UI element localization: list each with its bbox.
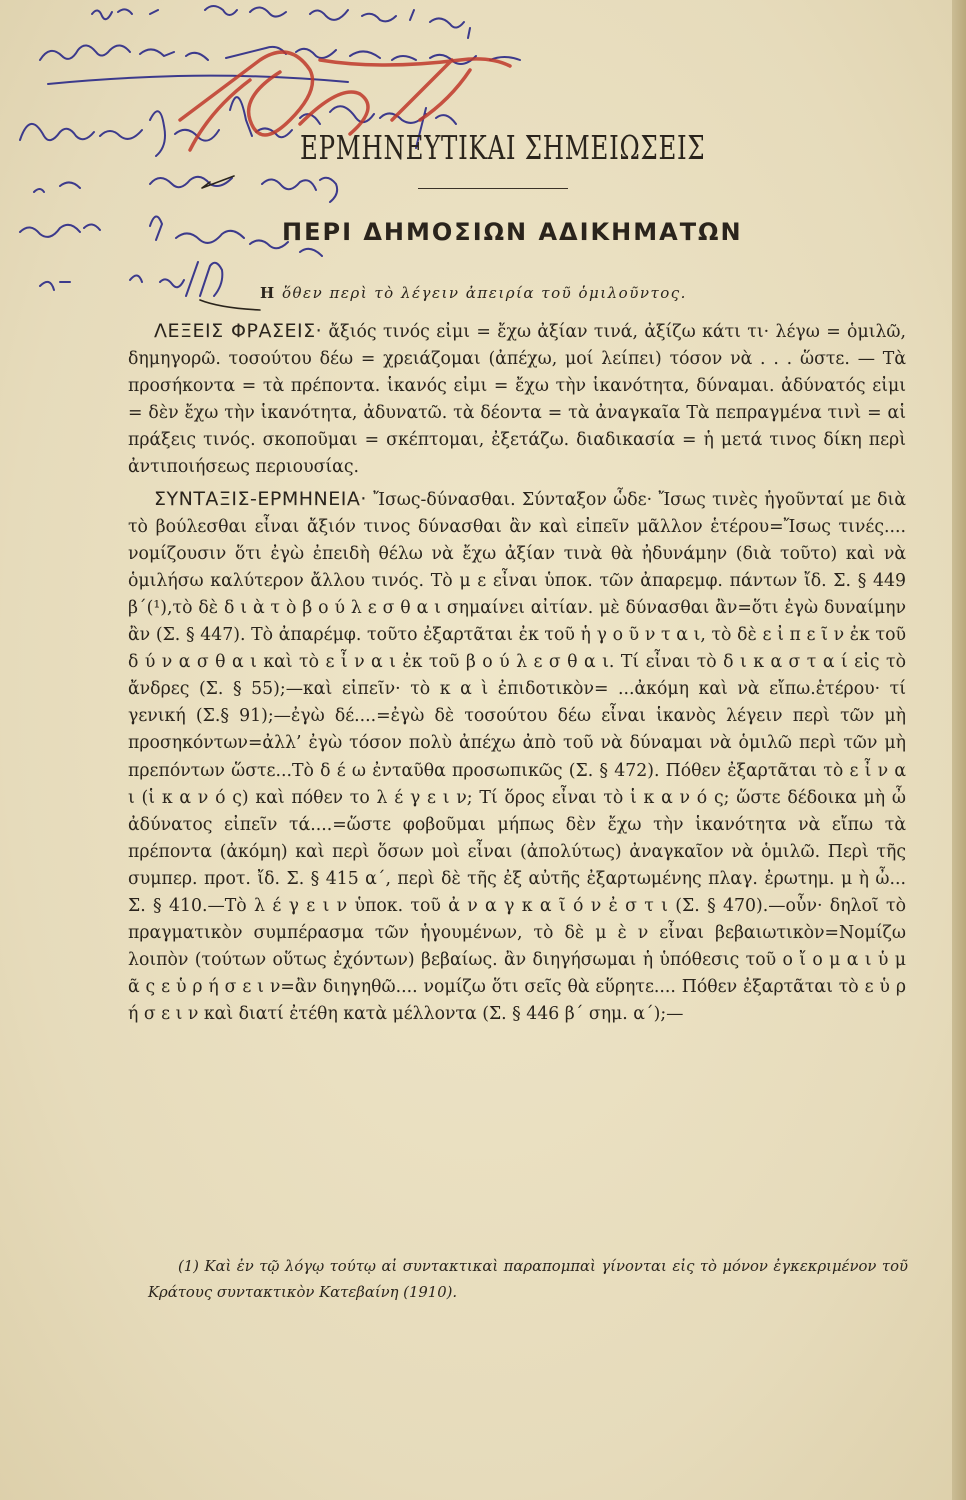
page-title: ΕΡΜΗΝΕΥΤΙΚΑΙ ΣΗΜΕΙΩΣΕΙΣ — [300, 128, 706, 167]
motto-line — [260, 284, 687, 302]
section-heading-syntaxis: ΣΥΝΤΑΞΙΣ-ΕΡΜΗΝΕΙΑ· — [154, 487, 367, 510]
motto-text: ὅθεν περὶ τὸ λέγειν ἀπειρία τοῦ ὁμιλοῦντος. — [281, 284, 687, 302]
section-text-lexeis: ἄξιός τινός εἰμι = ἔχω ἀξίαν τινά, ἀξίζω κάτι τι· λέγω = ὁμιλῶ, δημηγορῶ. τοσούτου δέω = χρειάζομαι (ἀπέχω, μοί λείπει) τόσον νὰ . . . ὥστε. — Τὰ προσήκοντα = τὰ πρέποντα. ἱκανός εἰμι = ἔχω τὴν ἱκανότητα, δύναμαι. ἀδύνατός εἰμι = δὲν ἔχω τὴν ἱκανότητα, ἀδυνατῶ. τὰ δέοντα = τὰ ἀναγκαῖα Τὰ πεπραγμένα τινὶ = αἱ πράξεις τινός. σκοποῦμαι = σκέπτομαι, ἐξετάζω. διαδικασία = ἡ μετά τινος δίκη περὶ ἀντιποιήσεως περιουσίας. — [128, 322, 907, 478]
body-text — [128, 318, 906, 1028]
section-heading-lexeis: ΛΕΞΕΙΣ ΦΡΑΣΕΙΣ· — [154, 320, 323, 342]
page-subtitle: ΠΕΡΙ ΔΗΜΟΣΙΩΝ ΑΔΙΚΗΜΑΤΩΝ — [282, 218, 743, 246]
footnote-text: (1) Καὶ ἐν τῷ λόγῳ τούτῳ αἱ συντακτικαὶ παραπομπαὶ γίνονται εἰς τὸ μόνον ἐγκεκριμένον τοῦ Κράτους συντακτικὸν Κατεβαίνη (1910). — [148, 1258, 908, 1301]
section-lexeis — [128, 318, 906, 482]
motto-initial: Η — [260, 284, 276, 302]
title-divider — [418, 188, 568, 189]
section-syntaxis — [128, 486, 906, 1029]
section-text-syntaxis: Ἴσως-δύνασθαι. Σύνταξον ὧδε· Ἴσως τινὲς ἡγοῦνταί με διὰ τὸ βούλεσθαι εἶναι ἄξιόν τινος δύνασθαι ἂν καὶ εἰπεῖν μᾶλλον ἑτέρου=Ἴσως τινές.... νομίζουσιν ὅτι ἐγὼ ἐπειδὴ θέλω νὰ ἔχω ἀξίαν τινὰ θὰ ἠδυνάμην (διὰ τοῦτο) καὶ νὰ ὁμιλήσω καλύτερον ἄλλου τινός. Τὸ μ ε εἶναι ὑποκ. τῶν ἀπαρεμφ. πάντων ἴδ. Σ. § 449 β΄(¹),τὸ δὲ δ ι ὰ τ ὸ β ο ύ λ ε σ θ α ι σημαίνει αἰτίαν. μὲ δύνασθαι ἂν=ὅτι ἐγὼ δυναίμην ἂν (Σ. § 447). Τὸ ἀπαρέμφ. τοῦτο ἐξαρτᾶται ἐκ τοῦ ἡ γ ο ῦ ν τ α ι, τὸ δὲ ε ἰ π ε ῖ ν ἐκ τοῦ δ ύ ν α σ θ α ι καὶ τὸ ε ἶ ν α ι ἐκ τοῦ β ο ύ λ ε σ θ α ι. Τί εἶναι τὸ δ ι κ α σ τ α ί εἰς τὸ ἄνδρες (Σ. § 55);—καὶ εἰπεῖν· τὸ κ α ὶ ἐπιδοτικὸν= ...ἀκόμη καὶ νὰ εἴπω.ἑτέρου· τί γενική (Σ.§ 91);—ἐγὼ δέ....=ἐγὼ δὲ τοσούτου δέω εἶναι ἱκανὸς λέγειν περὶ τῶν μὴ προσηκόντων=ἀλλ’ ἐγὼ τόσον πολὺ ἀπέχω ἀπὸ τοῦ νὰ δύναμαι νὰ ὁμιλῶ περὶ τῶν μὴ πρεπόντων ὥστε...Τὸ δ έ ω ἐνταῦθα προσωπικῶς (Σ. § 472). Πόθεν ἐξαρτᾶται τὸ ε ἶ ν α ι (ἱ κ α ν ό ς) καὶ πόθεν το λ έ γ ε ι ν; Τί ὅρος εἶναι τὸ ἱ κ α ν ό ς; ὥστε δέδοικα μὴ ὦ ἀδύνατος εἰπεῖν τά....=ὥστε φοβοῦμαι μήπως δὲν ἔχω τὴν ἱκανότητα νὰ εἴπω τὰ πρέποντα (ἀκόμη) καὶ περὶ ὅσων μοὶ εἶναι (ἀπολύτως) ἀναγκαῖον νὰ ὁμιλῶ. Περὶ τῆς συμπερ. προτ. ἴδ. Σ. § 415 α΄, περὶ δὲ τῆς ἐξ αὐτῆς ἐξαρτωμένης πλαγ. ἐρωτημ. μ ὴ ὦ... Σ. § 410.—Τὸ λ έ γ ε ι ν ὑποκ. τοῦ ἀ ν α γ κ α ῖ ό ν ἐ σ τ ι (Σ. § 470).—οὖν· δηλοῖ τὸ πραγματικὸν συμπέρασμα τῶν ἡγουμένων, τὸ δὲ μ ὲ ν εἶναι βεβαιωτικὸν=Νομίζω λοιπὸν (τούτων οὕτως ἐχόντων) βεβαίως. ἂν διηγήσωμαι ἡ ὑπόθεσις τοῦ ο ἴ ο μ α ι ὑ μ ᾶ ς ε ὑ ρ ή σ ε ι ν=ἂν διηγηθῶ.... νομίζω ὅτι σεῖς θὰ εὕρητε.... Πόθεν ἐξαρτᾶται τὸ ε ὑ ρ ή σ ε ι ν καὶ διατί ἐτέθη κατὰ μέλλοντα (Σ. § 446 β΄ σημ. α΄);— — [128, 489, 906, 1025]
footnote — [148, 1254, 908, 1306]
